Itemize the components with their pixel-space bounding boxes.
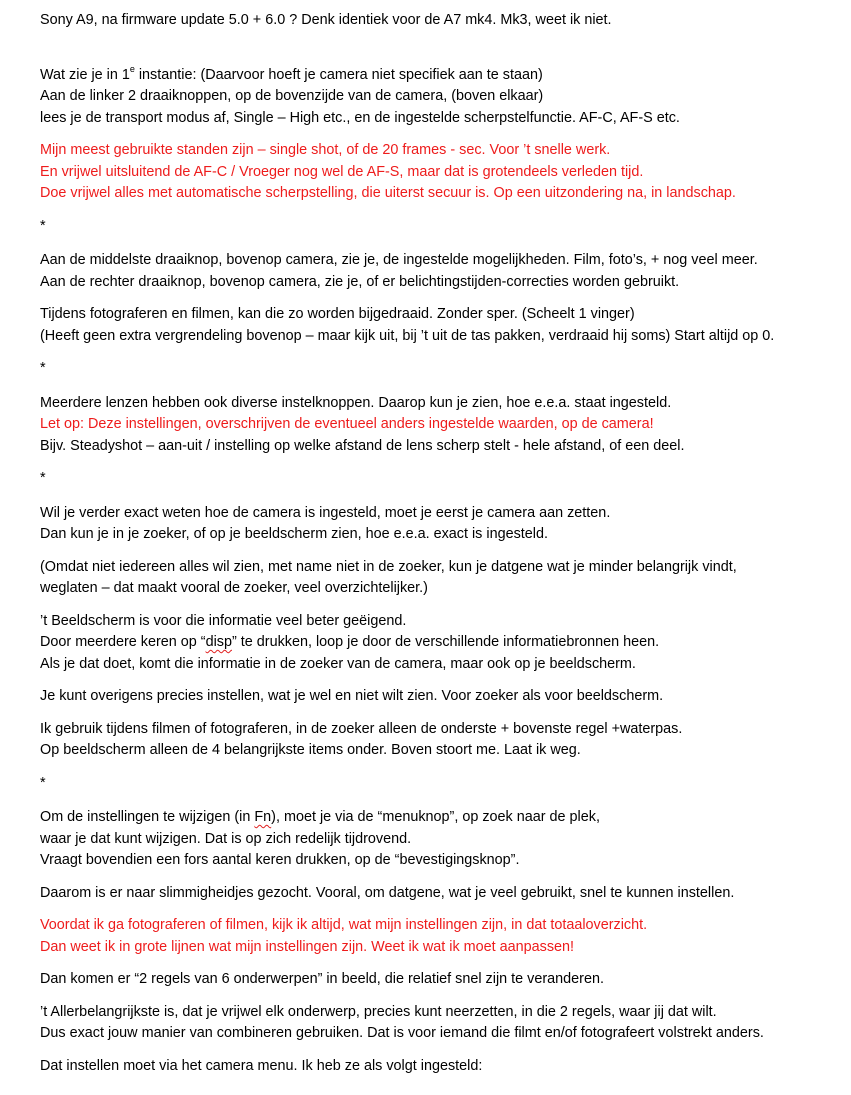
highlight-line: Voordat ik ga fotograferen of filmen, kijk ik altijd, wat mijn instellingen zijn, in dat totaaloverzicht. [40, 917, 648, 933]
separator-star: * [40, 217, 46, 234]
paragraph-line: Wat zie je in 1e instantie: (Daarvoor hoeft je camera niet specifiek aan te staan) [40, 63, 543, 83]
highlight-line: En vrijwel uitsluitend de AF-C / Vroeger nog wel de AF-S, maar dat is grotendeels verleden tijd. [40, 163, 644, 180]
paragraph-line: Als je dat doet, komt die informatie in de zoeker van de camera, maar ook op je beeldscherm. [40, 655, 636, 672]
paragraph-line: ’t Beeldscherm is voor die informatie veel beter geëigend. [40, 612, 407, 629]
separator-star: * [40, 774, 46, 791]
separator-star: * [40, 360, 46, 376]
paragraph-line: Daarom is er naar slimmigheidjes gezocht. Vooral, om datgene, wat je veel gebruikt, snel te kunnen instellen. [40, 884, 735, 901]
highlight-line: Dan weet ik in grote lijnen wat mijn instellingen zijn. Weet ik wat ik moet aanpassen! [40, 938, 575, 955]
highlight-line: Doe vrijwel alles met automatische scherpstelling, die uiterst secuur is. Op een uitzondering na, in landschap. [40, 185, 736, 201]
paragraph-line: Aan de middelste draaiknop, bovenop camera, zie je, de ingestelde mogelijkheden. Film, foto’s, + nog veel meer. [40, 252, 758, 268]
paragraph-line: Je kunt overigens precies instellen, wat je wel en niet wilt zien. Voor zoeker als voor beeldscherm. [40, 688, 664, 704]
paragraph-line: (Heeft geen extra vergrendeling bovenop – maar kijk uit, bij ’t uit de tas pakken, verdraaid hij soms) Start altijd op 0. [40, 327, 775, 344]
paragraph-line: ’t Allerbelangrijkste is, dat je vrijwel elk onderwerp, precies kunt neerzetten, in die 2 regels, waar jij dat wilt. [40, 1003, 717, 1020]
paragraph-line: Door meerdere keren op “disp” te drukken, loop je door de verschillende informatiebronnen heen. [40, 634, 660, 650]
paragraph-line: lees je de transport modus af, Single – High etc., en de ingestelde scherpstelfunctie. AF-C, AF-S etc. [40, 109, 680, 126]
paragraph-line: Om de instellingen te wijzigen (in Fn), moet je via de “menuknop”, op zoek naar de plek, [40, 809, 600, 825]
paragraph-line: Dat instellen moet via het camera menu. Ik heb ze als volgt ingesteld: [40, 1057, 483, 1074]
highlight-line: Mijn meest gebruikte standen zijn – single shot, of de 20 frames - sec. Voor ’t snelle werk. [40, 142, 611, 158]
paragraph-line: Wil je verder exact weten hoe de camera is ingesteld, moet je eerst je camera aan zetten. [40, 504, 611, 521]
paragraph-line: Aan de linker 2 draaiknoppen, op de bovenzijde van de camera, (boven elkaar) [40, 88, 544, 104]
document-body [40, 10, 840, 1077]
paragraph-line: Ik gebruik tijdens filmen of fotograferen, in de zoeker alleen de onderste + bovenste regel +waterpas. [40, 720, 683, 737]
paragraph-line: Meerdere lenzen hebben ook diverse instelknoppen. Daarop kun je zien, hoe e.e.a. staat ingesteld. [40, 394, 672, 411]
separator-star: * [40, 470, 46, 486]
spellcheck-word: disp [205, 634, 232, 650]
paragraph-line: Dan komen er “2 regels van 6 onderwerpen” in beeld, die relatief snel zijn te veranderen. [40, 971, 604, 987]
superscript: e [129, 63, 135, 74]
paragraph-line: Tijdens fotograferen en filmen, kan die zo worden bijgedraaid. Zonder sper. (Scheelt 1 vinger) [40, 306, 635, 322]
spellcheck-word: Fn [254, 809, 272, 825]
paragraph-line: waar je dat kunt wijzigen. Dat is op zich redelijk tijdrovend. [40, 830, 412, 847]
paragraph-line: Vraagt bovendien een fors aantal keren drukken, op de “bevestigingsknop”. [40, 852, 520, 868]
highlight-line: Let op: Deze instellingen, overschrijven de eventueel anders ingestelde waarden, op de camera! [40, 416, 654, 432]
paragraph-line: weglaten – dat maakt vooral de zoeker, veel overzichtelijker.) [40, 580, 428, 596]
paragraph-line: Dan kun je in je zoeker, of op je beeldscherm zien, hoe e.e.a. exact is ingesteld. [40, 526, 548, 542]
paragraph-line: Bijv. Steadyshot – aan-uit / instelling op welke afstand de lens scherp stelt - hele afstand, of een deel. [40, 437, 685, 454]
paragraph-line: Aan de rechter draaiknop, bovenop camera, zie je, of er belichtingstijden-correcties worden gebruikt. [40, 273, 680, 290]
paragraph-line: (Omdat niet iedereen alles wil zien, met name niet in de zoeker, kun je datgene wat je minder belangrijk vindt, [40, 558, 737, 575]
title-line: Sony A9, na firmware update 5.0 + 6.0 ? Denk identiek voor de A7 mk4. Mk3, weet ik niet. [40, 12, 612, 28]
paragraph-line: Op beeldscherm alleen de 4 belangrijkste items onder. Boven stoort me. Laat ik weg. [40, 742, 581, 758]
paragraph-line: Dus exact jouw manier van combineren gebruiken. Dat is voor iemand die filmt en/of fotografeert volstrekt anders. [40, 1025, 764, 1041]
